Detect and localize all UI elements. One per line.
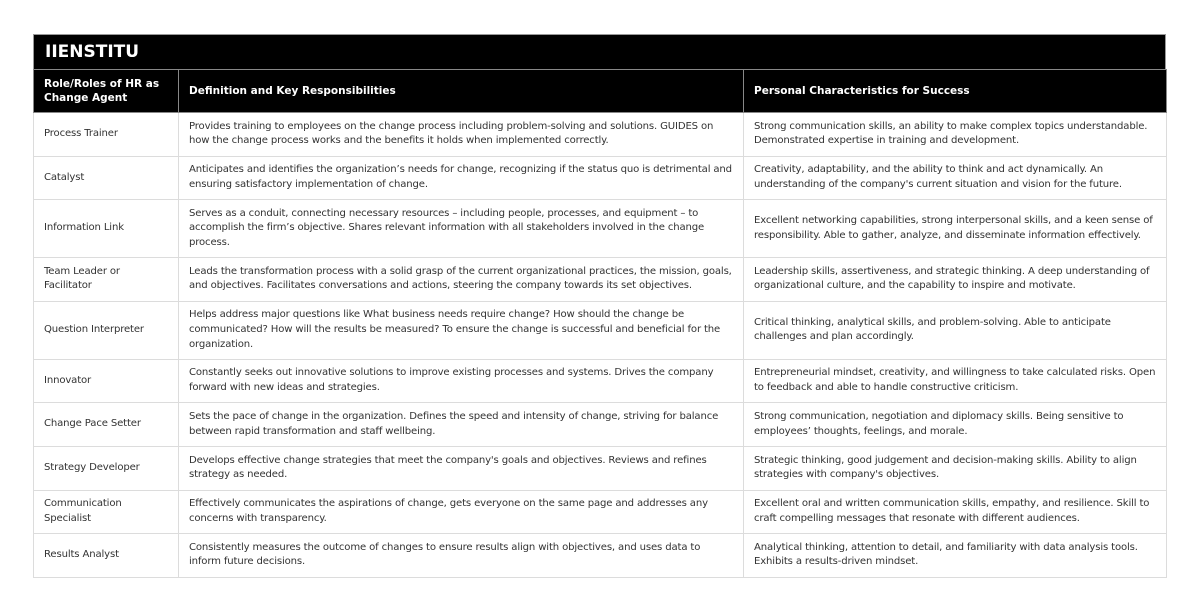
hr-change-agent-table-container xyxy=(33,34,1166,578)
header-definition: Definition and Key Responsibilities xyxy=(179,70,744,113)
table-row xyxy=(34,200,1167,258)
cell-characteristics: Critical thinking, analytical skills, and problem-solving. Able to anticipate challenges and plan accordingly. xyxy=(744,301,1167,359)
table-row xyxy=(34,258,1167,302)
cell-role: Communication Specialist xyxy=(34,490,179,534)
table-row xyxy=(34,403,1167,447)
cell-definition: Leads the transformation process with a solid grasp of the current organizational practices, the mission, goals, and objectives. Facilitates conversations and actions, steering the company towards its set objectives. xyxy=(179,258,744,302)
cell-characteristics: Strategic thinking, good judgement and decision-making skills. Ability to align strategies with company's objectives. xyxy=(744,446,1167,490)
cell-characteristics: Leadership skills, assertiveness, and strategic thinking. A deep understanding of organizational culture, and the capability to inspire and motivate. xyxy=(744,258,1167,302)
cell-role: Change Pace Setter xyxy=(34,403,179,447)
cell-definition: Sets the pace of change in the organization. Defines the speed and intensity of change, striving for balance between rapid transformation and staff wellbeing. xyxy=(179,403,744,447)
cell-role: Catalyst xyxy=(34,156,179,200)
table-row xyxy=(34,359,1167,403)
cell-definition: Consistently measures the outcome of changes to ensure results align with objectives, and uses data to inform future decisions. xyxy=(179,534,744,578)
cell-characteristics: Strong communication skills, an ability to make complex topics understandable. Demonstrated expertise in training and development. xyxy=(744,113,1167,157)
header-characteristics: Personal Characteristics for Success xyxy=(744,70,1167,113)
cell-role: Process Trainer xyxy=(34,113,179,157)
cell-definition: Develops effective change strategies that meet the company's goals and objectives. Reviews and refines strategy as needed. xyxy=(179,446,744,490)
cell-role: Team Leader or Facilitator xyxy=(34,258,179,302)
cell-definition: Effectively communicates the aspirations of change, gets everyone on the same page and addresses any concerns with transparency. xyxy=(179,490,744,534)
cell-role: Question Interpreter xyxy=(34,301,179,359)
cell-role: Strategy Developer xyxy=(34,446,179,490)
cell-role: Information Link xyxy=(34,200,179,258)
cell-characteristics: Strong communication, negotiation and diplomacy skills. Being sensitive to employees’ thoughts, feelings, and morale. xyxy=(744,403,1167,447)
table-header-row xyxy=(34,70,1167,113)
table-row xyxy=(34,156,1167,200)
table-row xyxy=(34,446,1167,490)
roles-table xyxy=(33,69,1167,578)
cell-definition: Constantly seeks out innovative solutions to improve existing processes and systems. Drives the company forward with new ideas and strategies. xyxy=(179,359,744,403)
cell-characteristics: Creativity, adaptability, and the ability to think and act dynamically. An understanding of the company's current situation and vision for the future. xyxy=(744,156,1167,200)
cell-characteristics: Entrepreneurial mindset, creativity, and willingness to take calculated risks. Open to feedback and able to handle constructive criticism. xyxy=(744,359,1167,403)
cell-definition: Provides training to employees on the change process including problem-solving and solutions. GUIDES on how the change process works and the benefits it holds when implemented correctly. xyxy=(179,113,744,157)
cell-characteristics: Excellent networking capabilities, strong interpersonal skills, and a keen sense of responsibility. Able to gather, analyze, and disseminate information effectively. xyxy=(744,200,1167,258)
cell-definition: Helps address major questions like What business needs require change? How should the change be communicated? How will the results be measured? To ensure the change is successful and beneficial for the organization. xyxy=(179,301,744,359)
cell-definition: Anticipates and identifies the organization’s needs for change, recognizing if the status quo is detrimental and ensuring satisfactory implementation of change. xyxy=(179,156,744,200)
cell-role: Innovator xyxy=(34,359,179,403)
cell-definition: Serves as a conduit, connecting necessary resources – including people, processes, and equipment – to accomplish the firm’s objective. Shares relevant information with all stakeholders involved in the change process. xyxy=(179,200,744,258)
table-row xyxy=(34,113,1167,157)
table-row xyxy=(34,534,1167,578)
table-row xyxy=(34,301,1167,359)
cell-characteristics: Excellent oral and written communication skills, empathy, and resilience. Skill to craft compelling messages that resonate with different audiences. xyxy=(744,490,1167,534)
brand-title: IIENSTITU xyxy=(33,34,1166,69)
header-role: Role/Roles of HR as Change Agent xyxy=(34,70,179,113)
cell-role: Results Analyst xyxy=(34,534,179,578)
table-row xyxy=(34,490,1167,534)
cell-characteristics: Analytical thinking, attention to detail, and familiarity with data analysis tools. Exhibits a results-driven mindset. xyxy=(744,534,1167,578)
